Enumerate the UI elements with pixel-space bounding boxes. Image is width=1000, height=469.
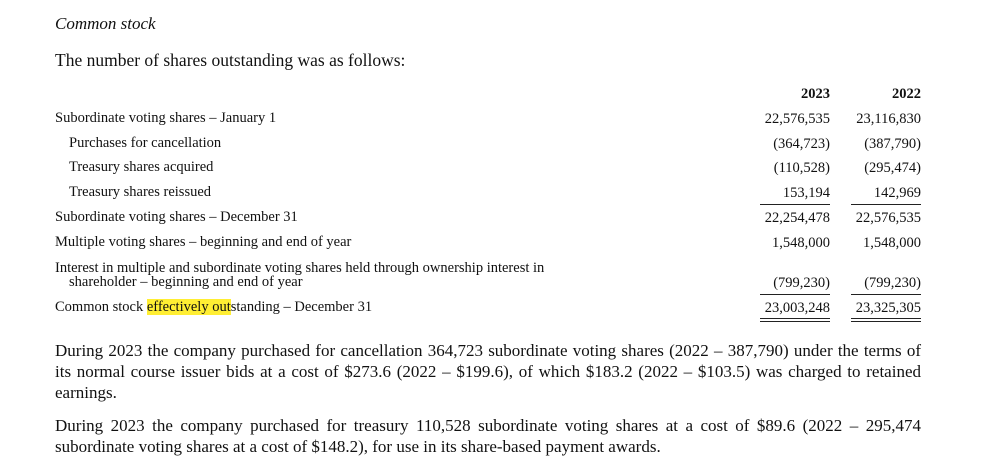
value-2023: (799,230) [773,275,830,291]
row-label: Treasury shares reissued [69,184,212,200]
value-2023: 1,548,000 [772,235,830,251]
value-2023: 22,254,478 [764,210,830,226]
double-rule-2022-b [851,321,921,322]
double-rule-2022-a [851,318,921,319]
value-2023: 22,576,535 [764,111,830,127]
value-2023: 153,194 [782,185,830,201]
double-rule-2023-a [760,318,830,319]
section-title: Common stock [55,14,156,33]
total-rule-2023 [760,294,830,295]
double-rule-2023-b [760,321,830,322]
value-2022: 1,548,000 [863,235,921,251]
value-2022: 23,116,830 [856,111,921,127]
value-2022: 23,325,305 [855,300,921,316]
value-2022: 142,969 [873,185,921,201]
subtotal-rule-2023 [760,204,830,205]
total-rule-2022 [851,294,921,295]
paragraph-cancellation: During 2023 the company purchased for cancellation 364,723 subordinate voting shares (2022 – 387,790) under the terms of its normal course issuer bids at a cost of $273.6 (2022 – $199.6), of which $183.2 (2022 – $103.5) was charged to retained earnings. [55,341,921,402]
row-label-pre: Common stock [55,299,147,315]
column-header-2022: 2022 [892,86,921,102]
value-2022: 22,576,535 [855,210,921,226]
highlighted-text: effectively out [146,299,231,315]
value-2022: (295,474) [864,160,921,176]
value-2022: (799,230) [864,275,921,291]
row-label [55,300,655,315]
row-label-line1: Interest in multiple and subordinate voting shares held through ownership interest in [55,260,545,276]
intro-text: The number of shares outstanding was as follows: [55,50,406,70]
paragraph-treasury: During 2023 the company purchased for treasury 110,528 subordinate voting shares at a cost of $89.6 (2022 – 295,474 subordinate voting shares at a cost of $148.2), for use in its share-based payment awards. [55,416,921,456]
subtotal-rule-2022 [851,204,921,205]
value-2023: 23,003,248 [764,300,830,316]
row-label: Subordinate voting shares – January 1 [55,110,277,126]
row-label: Subordinate voting shares – December 31 [55,209,298,225]
value-2023: (364,723) [773,136,830,152]
row-label-line2: shareholder – beginning and end of year [69,274,303,290]
value-2023: (110,528) [773,160,830,176]
row-label: Treasury shares acquired [69,159,214,175]
row-label: Purchases for cancellation [69,135,222,151]
column-header-2023: 2023 [801,86,830,102]
value-2022: (387,790) [864,136,921,152]
row-label: Multiple voting shares – beginning and end of year [55,234,352,250]
row-label-post: standing – December 31 [230,299,373,315]
